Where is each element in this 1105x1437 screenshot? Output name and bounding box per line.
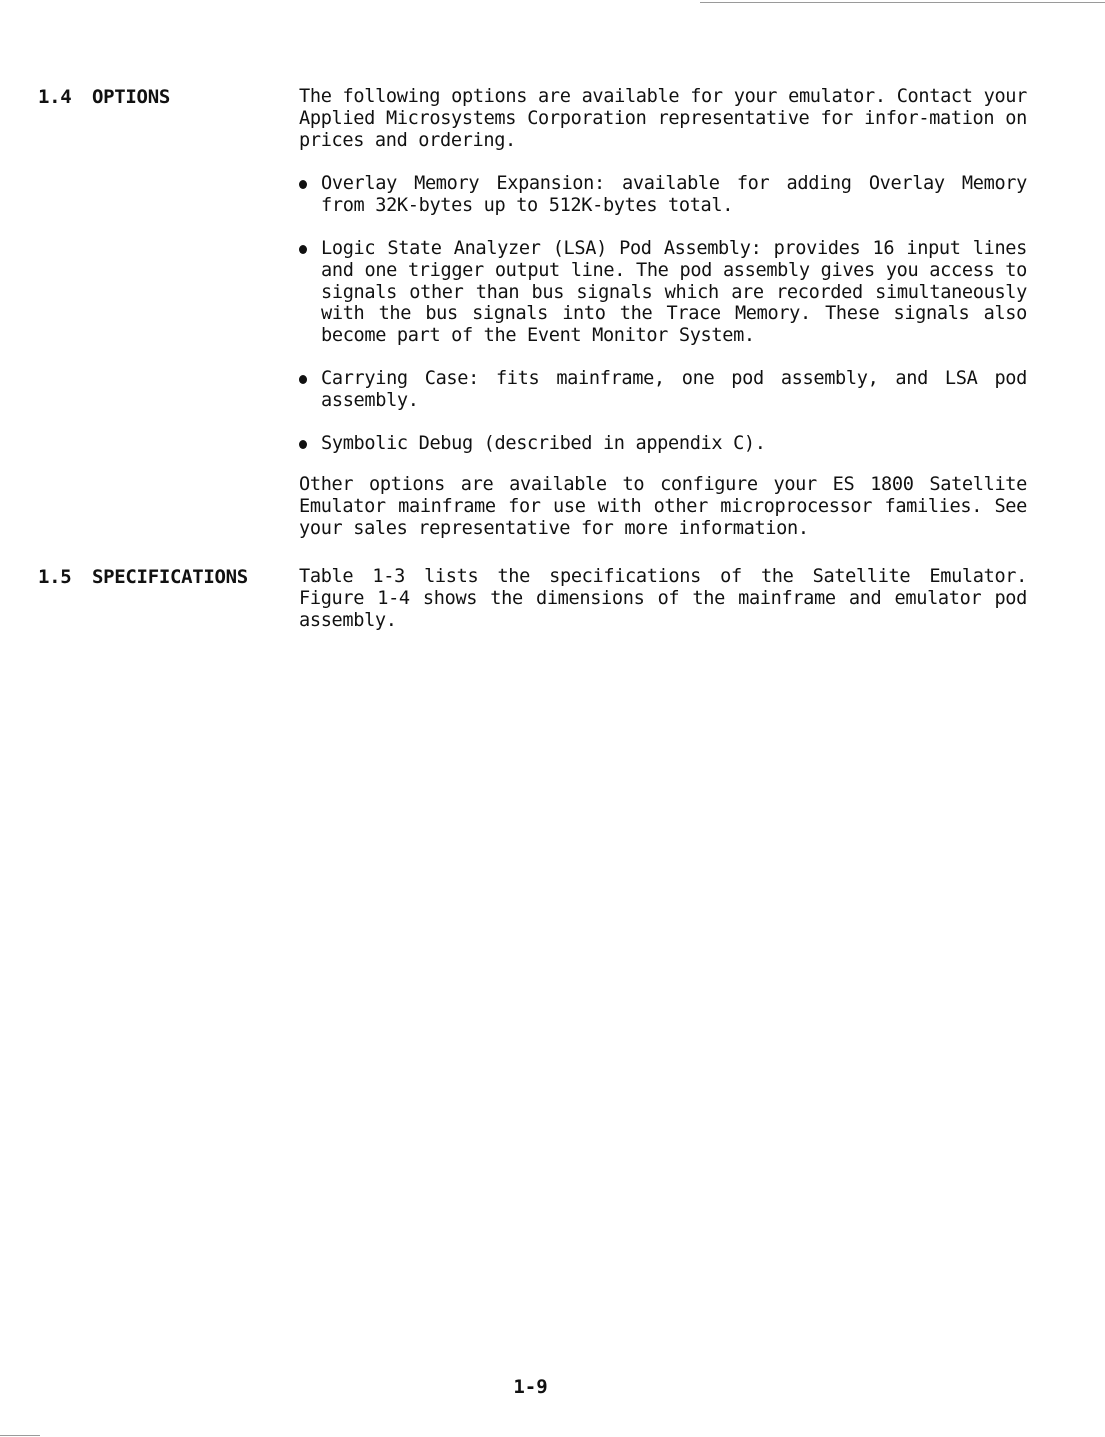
section-title: SPECIFICATIONS xyxy=(92,566,248,588)
bullet-text: Logic State Analyzer (LSA) Pod Assembly: provides 16 input lines and one trigger output line. The pod assembly gives you access to signals other than bus signals which are recorded simultaneously with the bus signals into the Trace Memory. These signals also become part of the Event Monitor System. xyxy=(321,237,1027,347)
specifications-paragraph: Table 1-3 lists the specifications of the Satellite Emulator. Figure 1-4 shows the dimensions of the mainframe and emulator pod assembly. xyxy=(299,566,1027,631)
bullet-icon xyxy=(299,180,307,189)
bullet-icon xyxy=(299,375,307,384)
section-body xyxy=(299,86,1027,540)
options-closing-paragraph: Other options are available to configure your ES 1800 Satellite Emulator mainframe for use with other microprocessor families. See your sales representative for more information. xyxy=(299,474,1027,539)
scan-edge-rule xyxy=(0,1435,40,1436)
options-intro-paragraph: The following options are available for your emulator. Contact your Applied Microsystems Corporation representative for infor-mation on prices and ordering. xyxy=(299,86,1027,151)
bullet-text: Carrying Case: fits mainframe, one pod assembly, and LSA pod assembly. xyxy=(321,367,1027,411)
list-item xyxy=(299,173,1027,217)
list-item xyxy=(299,433,1027,455)
section-number: 1.5 xyxy=(38,566,72,588)
bullet-text: Overlay Memory Expansion: available for adding Overlay Memory from 32K-bytes up to 512K-bytes total. xyxy=(321,173,1027,217)
list-item xyxy=(299,368,1027,412)
bullet-icon xyxy=(299,245,307,254)
bullet-text: Symbolic Debug (described in appendix C). xyxy=(321,432,766,454)
section-title: OPTIONS xyxy=(92,86,170,108)
bullet-icon xyxy=(299,440,307,449)
section-body xyxy=(299,566,1027,631)
options-bullet-list xyxy=(299,173,1027,454)
page-number: 1-9 xyxy=(513,1376,548,1398)
section-number: 1.4 xyxy=(38,86,72,108)
scan-edge-rule xyxy=(700,2,1105,3)
list-item xyxy=(299,238,1027,347)
